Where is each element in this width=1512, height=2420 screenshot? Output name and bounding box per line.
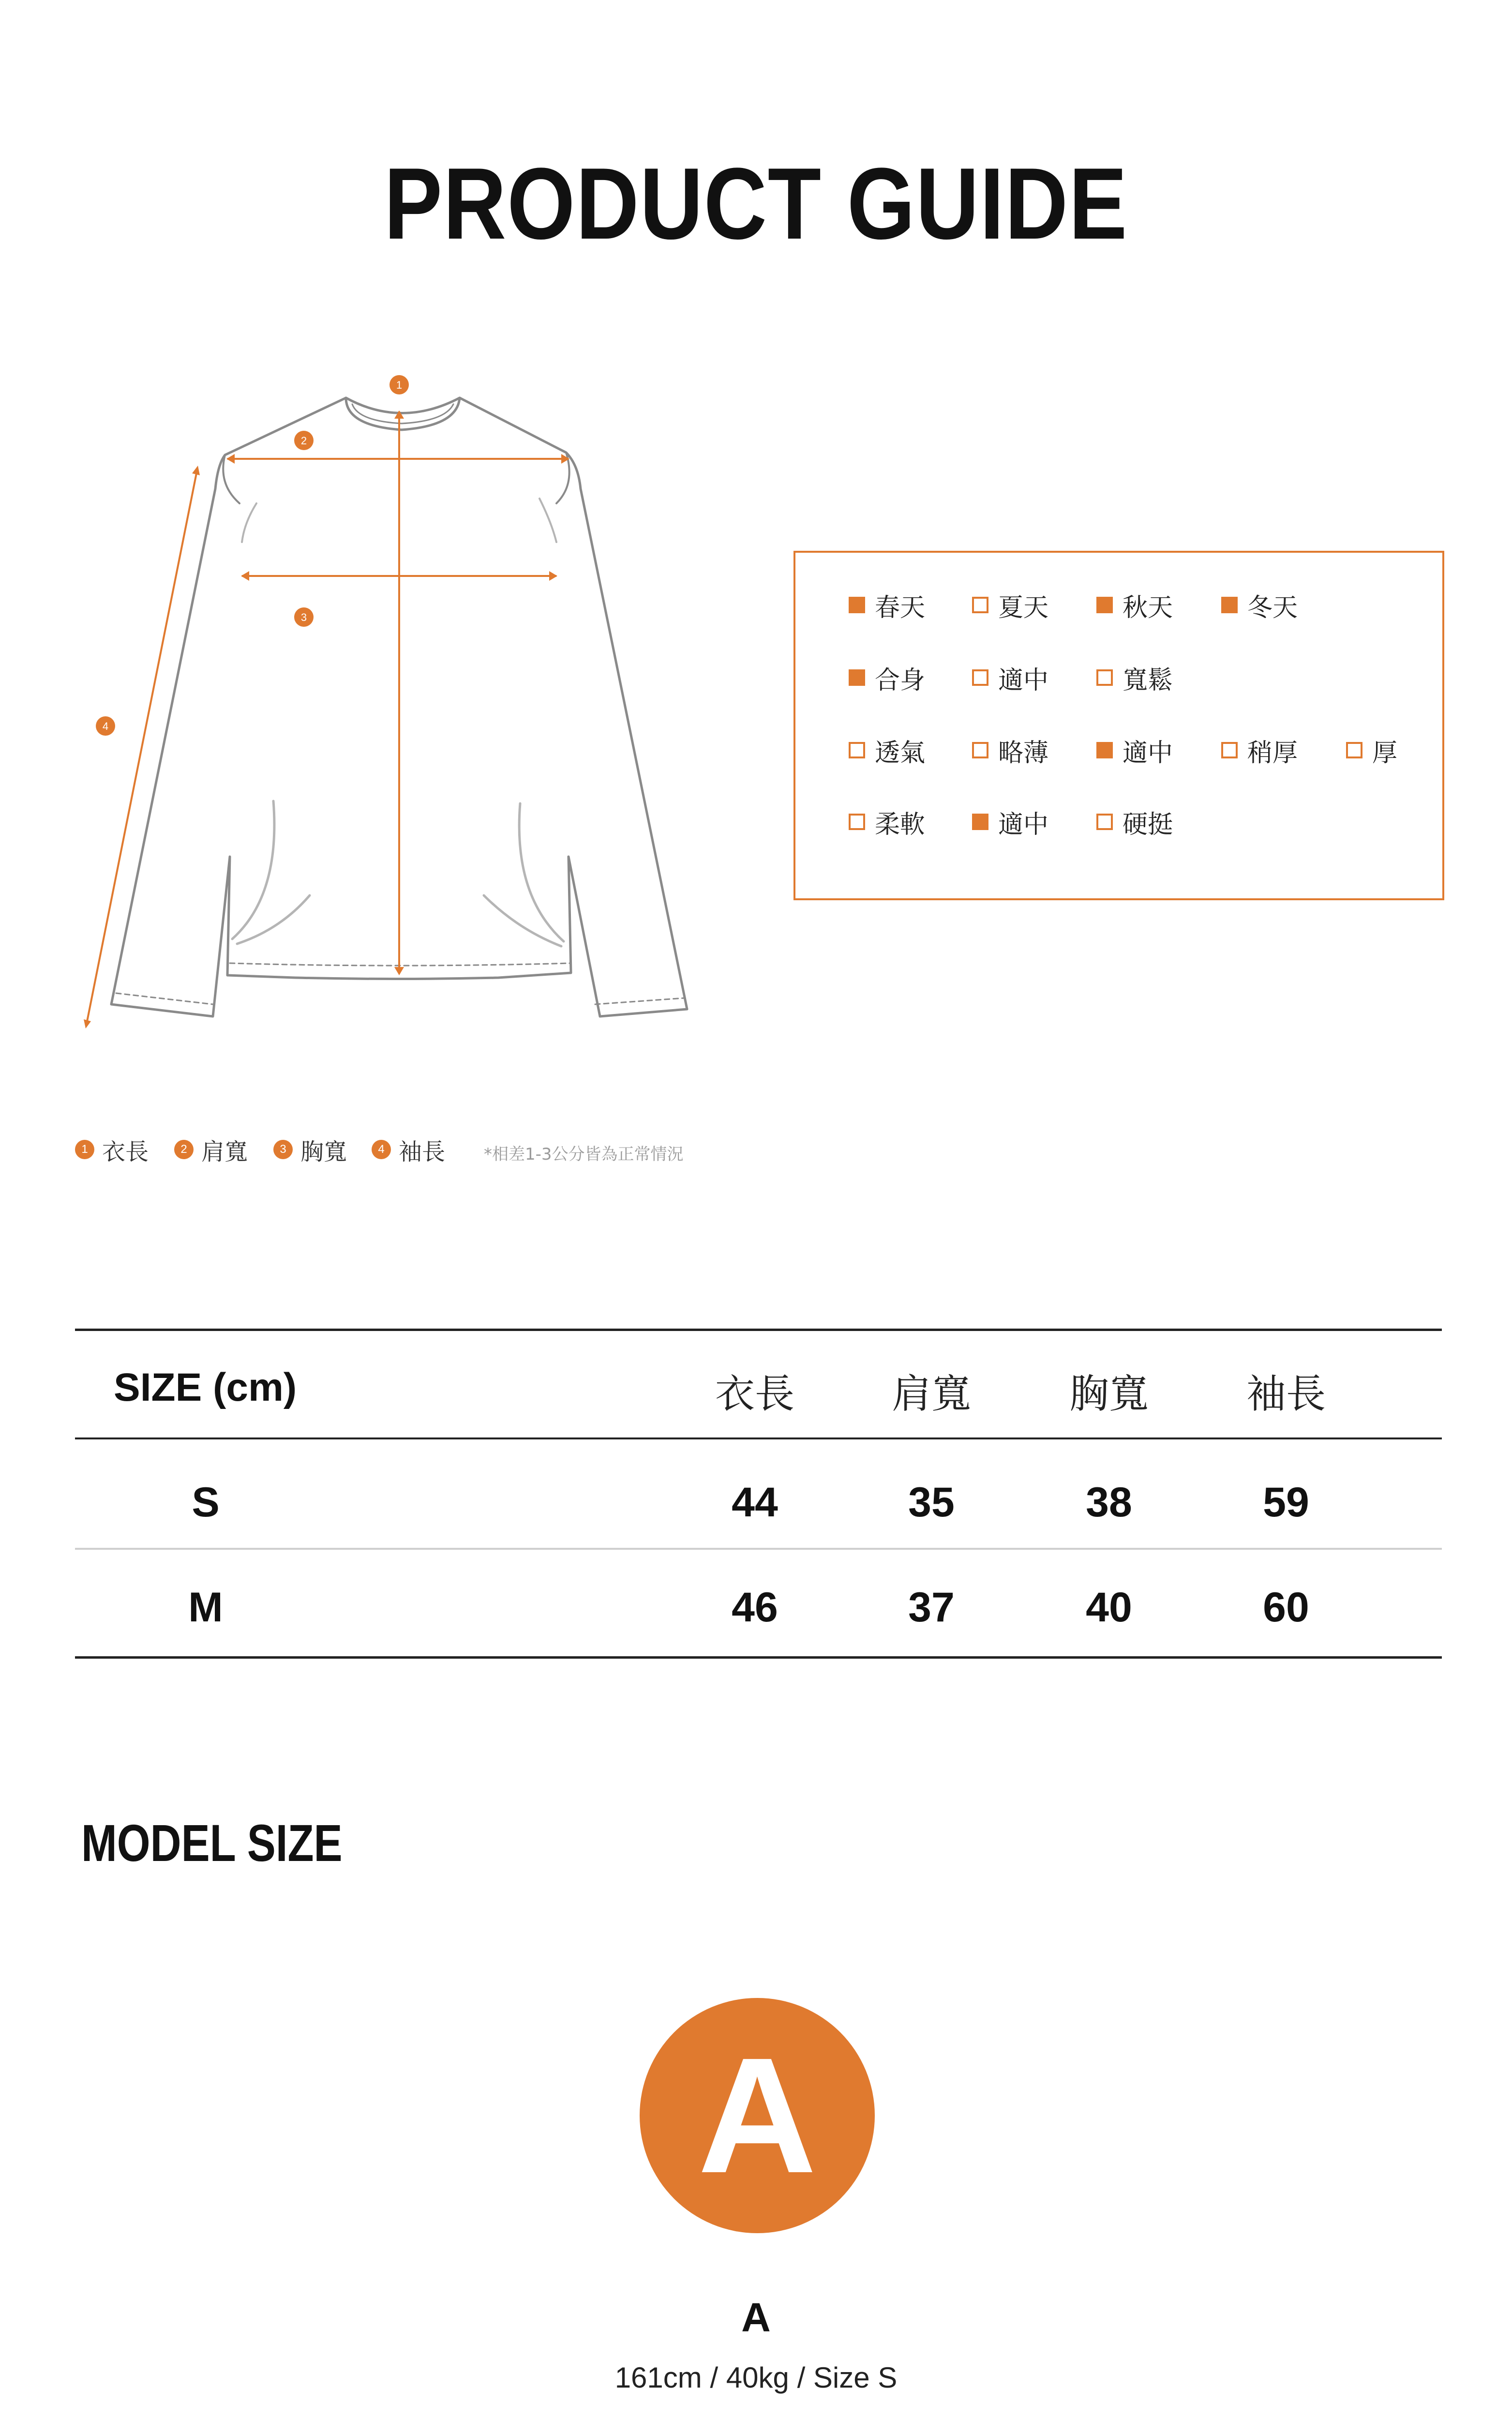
attr-stiff: 硬挺 [1096,807,1173,836]
attr-slightly-thick: 稍厚 [1221,736,1298,765]
checkbox-checked [1096,742,1113,758]
row-s-shoulder: 35 [908,1479,955,1526]
page-title: PRODUCT GUIDE [384,147,1128,260]
table-bottom-rule [75,1656,1442,1659]
shirt-diagram [73,368,726,1055]
checkbox-checked [1096,597,1113,613]
attr-breathable: 透氣 [849,736,925,765]
checkbox-unchecked [1221,742,1238,758]
tolerance-note: *相差1-3公分皆為正常情況 [484,1145,684,1164]
checkbox-checked [849,669,865,686]
checkbox-unchecked [849,814,865,830]
legend-item-chest: 3 胸寬 [273,1135,347,1164]
attr-fitted: 合身 [849,663,925,692]
row-s-sleeve: 59 [1263,1479,1309,1526]
size-header-label: SIZE (cm) [114,1365,297,1409]
model-stats: 161cm / 40kg / Size S [614,2361,898,2394]
model-size-title: MODEL SIZE [81,1814,343,1872]
col-header-shoulder: 肩寬 [891,1371,971,1417]
checkbox-unchecked [1346,742,1362,758]
col-header-length: 衣長 [715,1371,794,1417]
legend-item-sleeve: 4 袖長 [372,1135,445,1164]
checkbox-checked [1221,597,1238,613]
table-top-rule [75,1329,1442,1331]
attr-thick: 厚 [1346,736,1397,765]
checkbox-unchecked [972,669,988,686]
checkbox-unchecked [1096,669,1113,686]
model-badge-letter: A [698,2024,817,2208]
svg-text:2: 2 [300,435,307,447]
fabric-attribute-box [793,551,1444,900]
model-name: A [741,2295,771,2340]
row-s-size: S [192,1479,220,1526]
checkbox-checked [972,814,988,830]
attr-winter: 冬天 [1221,590,1298,620]
legend-item-length: 1 衣長 [75,1135,149,1164]
svg-text:4: 4 [102,720,109,732]
attr-spring: 春天 [849,590,925,620]
checkbox-unchecked [1096,814,1113,830]
row-m-size: M [188,1584,223,1631]
table-row-divider [75,1548,1442,1550]
row-s-length: 44 [732,1479,778,1526]
attr-thickness-medium: 適中 [1096,736,1173,765]
attr-soft: 柔軟 [849,807,925,836]
row-s-chest: 38 [1086,1479,1132,1526]
checkbox-unchecked [972,597,988,613]
col-header-chest: 胸寬 [1069,1371,1149,1417]
sleeve-line [86,469,197,1026]
checkbox-unchecked [849,742,865,758]
svg-text:3: 3 [300,611,307,623]
row-m-sleeve: 60 [1263,1584,1309,1631]
row-m-shoulder: 37 [908,1584,955,1631]
legend-item-shoulder: 2 肩寬 [174,1135,248,1164]
row-m-chest: 40 [1086,1584,1132,1631]
attr-thin: 略薄 [972,736,1048,765]
row-m-length: 46 [732,1584,778,1631]
attr-autumn: 秋天 [1096,590,1173,620]
attr-summer: 夏天 [972,590,1048,620]
svg-text:1: 1 [396,379,403,391]
table-header-rule [75,1437,1442,1439]
col-header-sleeve: 袖長 [1246,1371,1326,1417]
attr-texture-medium: 適中 [972,807,1048,836]
attr-fit-medium: 適中 [972,663,1048,692]
checkbox-checked [849,597,865,613]
attr-loose: 寬鬆 [1096,663,1173,692]
checkbox-unchecked [972,742,988,758]
